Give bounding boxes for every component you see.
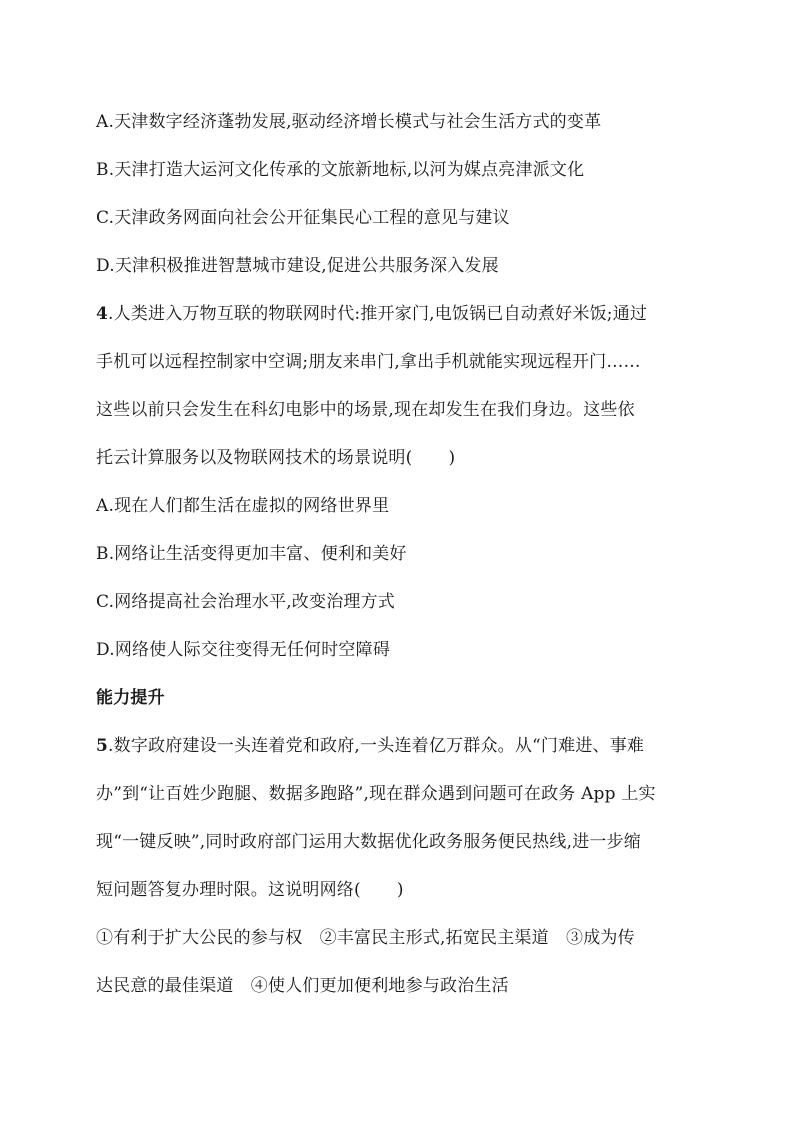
q4-number: 4 xyxy=(96,304,109,324)
q5-stem-text: .数字政府建设一头连着党和政府,一头连着亿万群众。从“门难进、事难 xyxy=(108,736,645,756)
q4-option-d: D.网络使人际交往变得无任何时空障碍 xyxy=(96,640,391,660)
q5-stem-line-3: 现“一键反映”,同时政府部门运用大数据优化政务服务便民热线,进一步缩 xyxy=(96,832,641,852)
q5-close-paren: ) xyxy=(396,880,404,900)
q3-option-b: B.天津打造大运河文化传承的文旅新地标,以河为媒点亮津派文化 xyxy=(96,160,585,180)
q4-stem-text: .人类进入万物互联的物联网时代:推开家门,电饭锅已自动煮好米饭;通过 xyxy=(108,304,648,324)
q4-stem-line-4 xyxy=(96,446,455,470)
q4-option-b: B.网络让生活变得更加丰富、便利和美好 xyxy=(96,544,407,564)
q3-option-a: A.天津数字经济蓬勃发展,驱动经济增长模式与社会生活方式的变革 xyxy=(96,112,602,132)
q4-stem-text-end: 托云计算服务以及物联网技术的场景说明( xyxy=(96,448,413,468)
q4-stem-line-1 xyxy=(96,302,647,326)
q5-stem-line-4 xyxy=(96,878,404,902)
q4-stem-line-2: 手机可以远程控制家中空调;朋友来串门,拿出手机就能实现远程开门…… xyxy=(96,352,641,372)
q4-option-a: A.现在人们都生活在虚拟的网络世界里 xyxy=(96,496,390,516)
q5-stem-line-1 xyxy=(96,734,644,758)
q4-close-paren: ) xyxy=(448,448,456,468)
q4-option-c: C.网络提高社会治理水平,改变治理方式 xyxy=(96,592,396,612)
q3-option-d: D.天津积极推进智慧城市建设,促进公共服务深入发展 xyxy=(96,256,499,276)
q5-stem-text-end: 短问题答复办理时限。这说明网络( xyxy=(96,880,361,900)
q3-option-c: C.天津政务网面向社会公开征集民心工程的意见与建议 xyxy=(96,208,510,228)
q4-stem-line-3: 这些以前只会发生在科幻电影中的场景,现在却发生在我们身边。这些依 xyxy=(96,400,635,420)
q5-number: 5 xyxy=(96,736,109,756)
section-heading: 能力提升 xyxy=(96,688,165,708)
q5-choices-line-1: ①有利于扩大公民的参与权 ②丰富民主形式,拓宽民主渠道 ③成为传 xyxy=(96,928,635,948)
q5-choices-line-2: 达民意的最佳渠道 ④使人们更加便利地参与政治生活 xyxy=(96,976,509,996)
q5-stem-line-2: 办”到“让百姓少跑腿、数据多跑路”,现在群众遇到问题可在政务 App 上实 xyxy=(96,784,656,804)
